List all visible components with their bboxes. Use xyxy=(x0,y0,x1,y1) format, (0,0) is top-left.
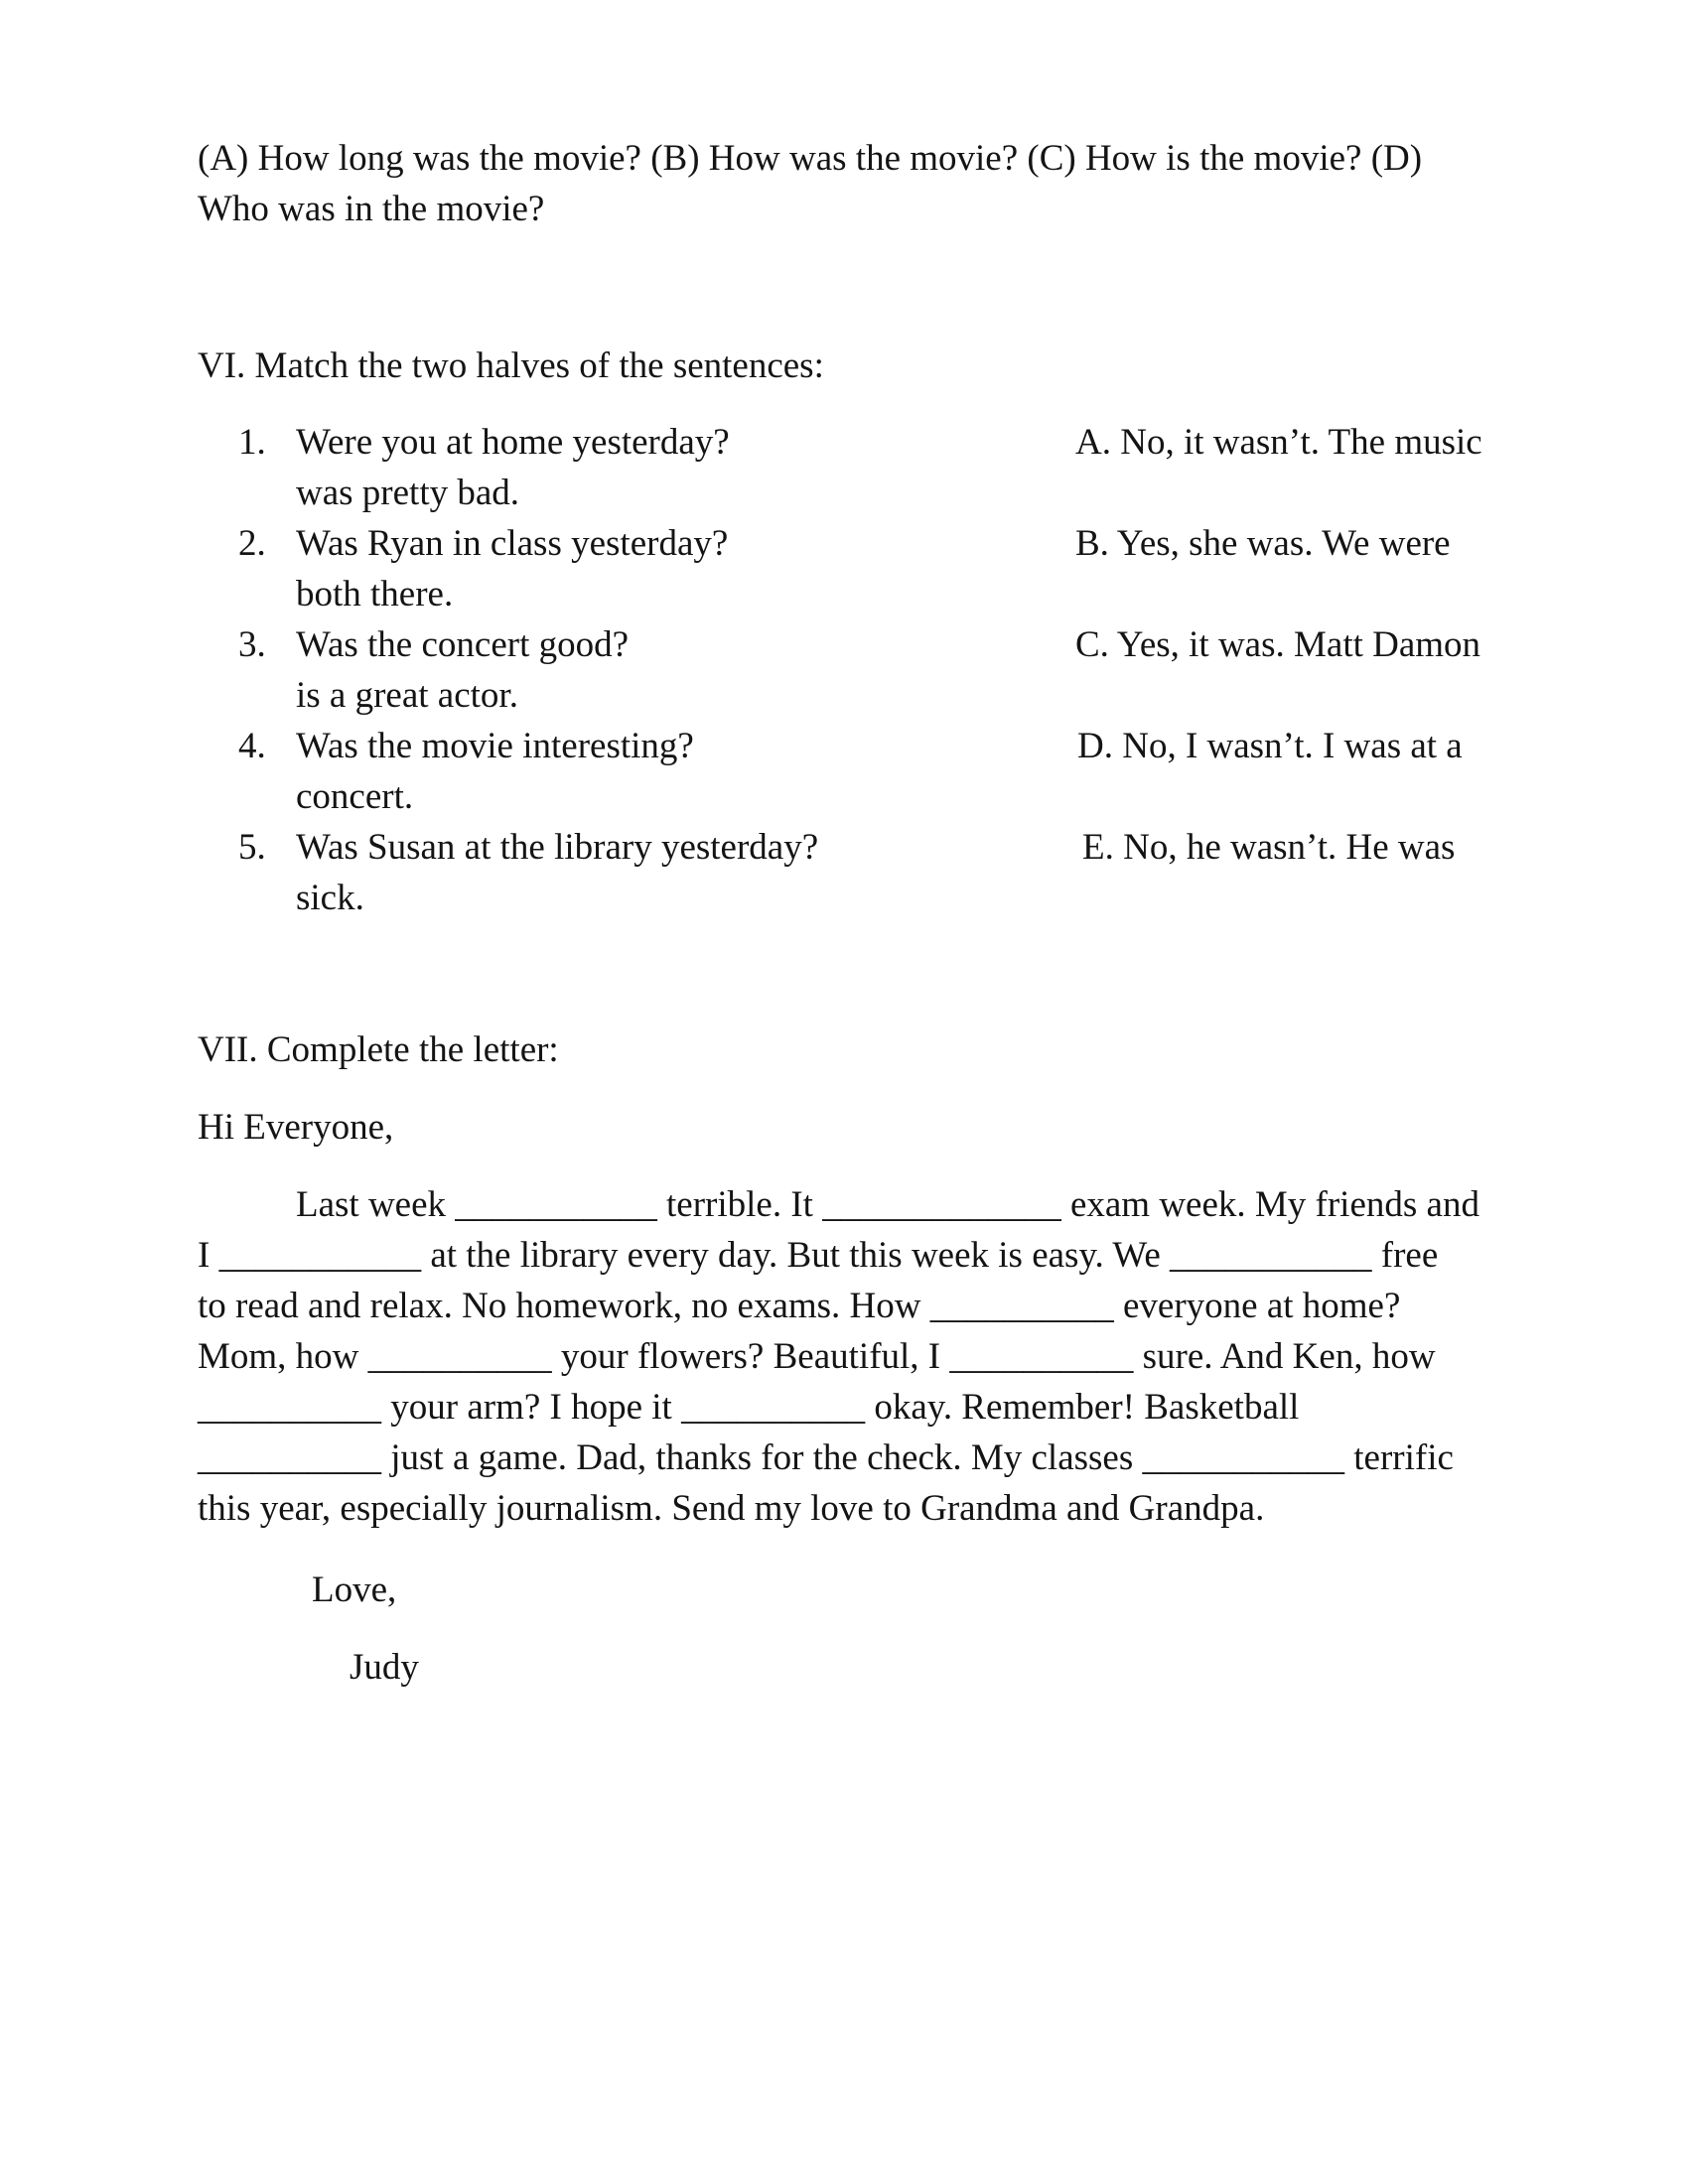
item-answer: C. Yes, it was. Matt Damon xyxy=(1075,624,1481,665)
letter-line: to read and relax. No homework, no exams. How __________ everyone at home? xyxy=(198,1286,1401,1326)
item-question: Was Ryan in class yesterday? xyxy=(296,523,729,564)
item-question: Were you at home yesterday? xyxy=(296,422,730,463)
item-question: Was the movie interesting? xyxy=(296,726,694,766)
item-answer: A. No, it wasn’t. The music xyxy=(1075,422,1482,463)
letter-line: I ___________ at the library every day. But this week is easy. We ___________ free xyxy=(198,1235,1439,1276)
item-continuation: is a great actor. xyxy=(296,675,518,716)
letter-body xyxy=(198,1179,1533,1534)
item-question: Was the concert good? xyxy=(296,624,630,665)
item-answer: D. No, I wasn’t. I was at a xyxy=(1077,726,1463,766)
item-answer: E. No, he wasn’t. He was xyxy=(1082,827,1456,868)
item-number: 5. xyxy=(238,827,266,868)
letter-signature: Judy xyxy=(350,1647,419,1688)
item-number: 3. xyxy=(238,624,266,665)
section-6-heading: VI. Match the two halves of the sentences: xyxy=(198,345,824,386)
item-number: 2. xyxy=(238,523,266,564)
item-continuation: both there. xyxy=(296,574,454,614)
letter-line: this year, especially journalism. Send my love to Grandma and Grandpa. xyxy=(198,1488,1265,1529)
item-answer: B. Yes, she was. We were xyxy=(1075,523,1451,564)
letter-line: __________ just a game. Dad, thanks for the check. My classes ___________ terrific xyxy=(198,1437,1454,1478)
item-continuation: sick. xyxy=(296,878,364,918)
letter-greeting: Hi Everyone, xyxy=(198,1107,394,1148)
letter-line: __________ your arm? I hope it __________ okay. Remember! Basketball xyxy=(198,1387,1300,1428)
prev-question-line-1: (A) How long was the movie? (B) How was the movie? (C) How is the movie? (D) xyxy=(198,138,1423,179)
item-number: 1. xyxy=(238,422,266,463)
item-continuation: was pretty bad. xyxy=(296,473,520,513)
item-question: Was Susan at the library yesterday? xyxy=(296,827,819,868)
prev-question-line-2: Who was in the movie? xyxy=(198,189,545,229)
letter-closing: Love, xyxy=(312,1570,397,1610)
letter-line: Mom, how __________ your flowers? Beautiful, I __________ sure. And Ken, how xyxy=(198,1336,1436,1377)
letter-line: Last week ___________ terrible. It _____________ exam week. My friends and xyxy=(296,1184,1479,1225)
item-number: 4. xyxy=(238,726,266,766)
item-continuation: concert. xyxy=(296,776,414,817)
section-7-heading: VII. Complete the letter: xyxy=(198,1029,559,1070)
